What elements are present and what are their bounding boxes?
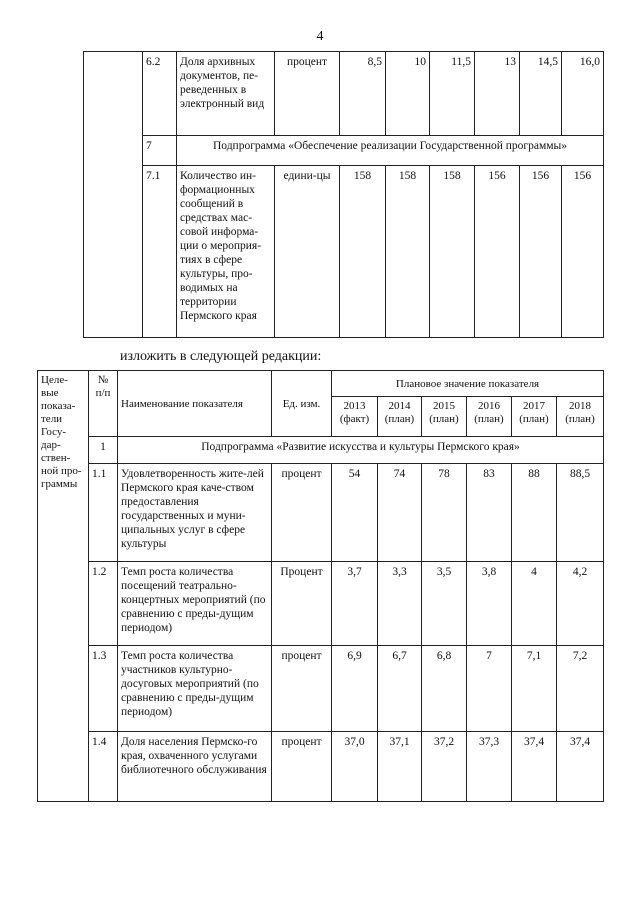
unit: процент: [275, 52, 340, 136]
year-header: 2015 (план): [422, 397, 467, 437]
indicator-name: Доля архивных документов, пе-реведенных в электронный вид: [177, 52, 275, 136]
value: 13: [475, 52, 520, 136]
num-header: № п/п: [89, 371, 118, 437]
value: 37,3: [467, 732, 512, 802]
row-number: 6.2: [143, 52, 177, 136]
planned-header: Плановое значение показателя: [332, 371, 604, 397]
unit: процент: [272, 732, 332, 802]
value: 88,5: [557, 464, 604, 562]
value: 78: [422, 464, 467, 562]
intro-text: изложить в следующей редакции:: [120, 349, 322, 364]
unit: процент: [272, 464, 332, 562]
main-indicators-table: [37, 370, 604, 802]
subprogram-row: [84, 136, 604, 166]
table-row: [84, 52, 604, 136]
indicator-name: Темп роста количества посещений театрально-концертных мероприятий (по сравнению с преды-дущим периодом): [118, 562, 272, 646]
value: 156: [475, 166, 520, 338]
value: 83: [467, 464, 512, 562]
unit: Процент: [272, 562, 332, 646]
value: 6,7: [378, 646, 422, 732]
value: 158: [340, 166, 386, 338]
value: 156: [562, 166, 604, 338]
value: 37,4: [512, 732, 557, 802]
table-row: [38, 646, 604, 732]
top-indicators-table: [83, 51, 604, 338]
value: 37,1: [378, 732, 422, 802]
header-row: [38, 371, 604, 397]
value: 74: [378, 464, 422, 562]
value: 7: [467, 646, 512, 732]
row-number: 7.1: [143, 166, 177, 338]
page-number: 4: [316, 29, 324, 44]
value: 88: [512, 464, 557, 562]
year-header: 2018 (план): [557, 397, 604, 437]
value: 6,9: [332, 646, 378, 732]
row-number: 7: [143, 136, 177, 166]
value: 54: [332, 464, 378, 562]
subprogram-row: [38, 437, 604, 464]
value: 7,2: [557, 646, 604, 732]
unit: процент: [272, 646, 332, 732]
value: 10: [386, 52, 430, 136]
table-row: [84, 166, 604, 338]
unit-header: Ед. изм.: [272, 371, 332, 437]
row-number: 1.2: [89, 562, 118, 646]
table-row: [38, 464, 604, 562]
value: 3,3: [378, 562, 422, 646]
value: 7,1: [512, 646, 557, 732]
row-number: 1: [89, 437, 118, 464]
table-row: [38, 732, 604, 802]
goal-header: Целе-вые показа-тели Госу-дар-ствен-ной про-граммы: [38, 371, 89, 802]
value: 3,5: [422, 562, 467, 646]
subprogram-title: Подпрограмма «Развитие искусства и культуры Пермского края»: [118, 437, 604, 464]
year-header: 2016 (план): [467, 397, 512, 437]
value: 4,2: [557, 562, 604, 646]
value: 37,0: [332, 732, 378, 802]
value: 37,2: [422, 732, 467, 802]
subprogram-title: Подпрограмма «Обеспечение реализации Государственной программы»: [177, 136, 604, 166]
row-number: 1.4: [89, 732, 118, 802]
indicator-name: Количество ин-формационных сообщений в средствах мас-совой информа-ции о мероприя-тиях в сфере культуры, про-водимых на территории Пермского края: [177, 166, 275, 338]
indicator-name: Доля населения Пермско-го края, охваченного услугами библиотечного обслуживания: [118, 732, 272, 802]
table-row: [38, 562, 604, 646]
value: 3,8: [467, 562, 512, 646]
value: 16,0: [562, 52, 604, 136]
value: 14,5: [520, 52, 562, 136]
goal-cell-empty: [84, 52, 143, 338]
year-header: 2014 (план): [378, 397, 422, 437]
indicator-name: Темп роста количества участников культурно-досуговых мероприятий (по сравнению с преды-дущим периодом): [118, 646, 272, 732]
value: 158: [430, 166, 475, 338]
value: 37,4: [557, 732, 604, 802]
value: 156: [520, 166, 562, 338]
row-number: 1.3: [89, 646, 118, 732]
value: 4: [512, 562, 557, 646]
value: 8,5: [340, 52, 386, 136]
row-number: 1.1: [89, 464, 118, 562]
year-header: 2013 (факт): [332, 397, 378, 437]
year-header: 2017 (план): [512, 397, 557, 437]
value: 11,5: [430, 52, 475, 136]
value: 3,7: [332, 562, 378, 646]
value: 6,8: [422, 646, 467, 732]
unit: едини-цы: [275, 166, 340, 338]
value: 158: [386, 166, 430, 338]
name-header: Наименование показателя: [118, 371, 272, 437]
indicator-name: Удовлетворенность жите-лей Пермского края каче-ством предоставления государственных и муни-ципальных услуг в сфере культуры: [118, 464, 272, 562]
